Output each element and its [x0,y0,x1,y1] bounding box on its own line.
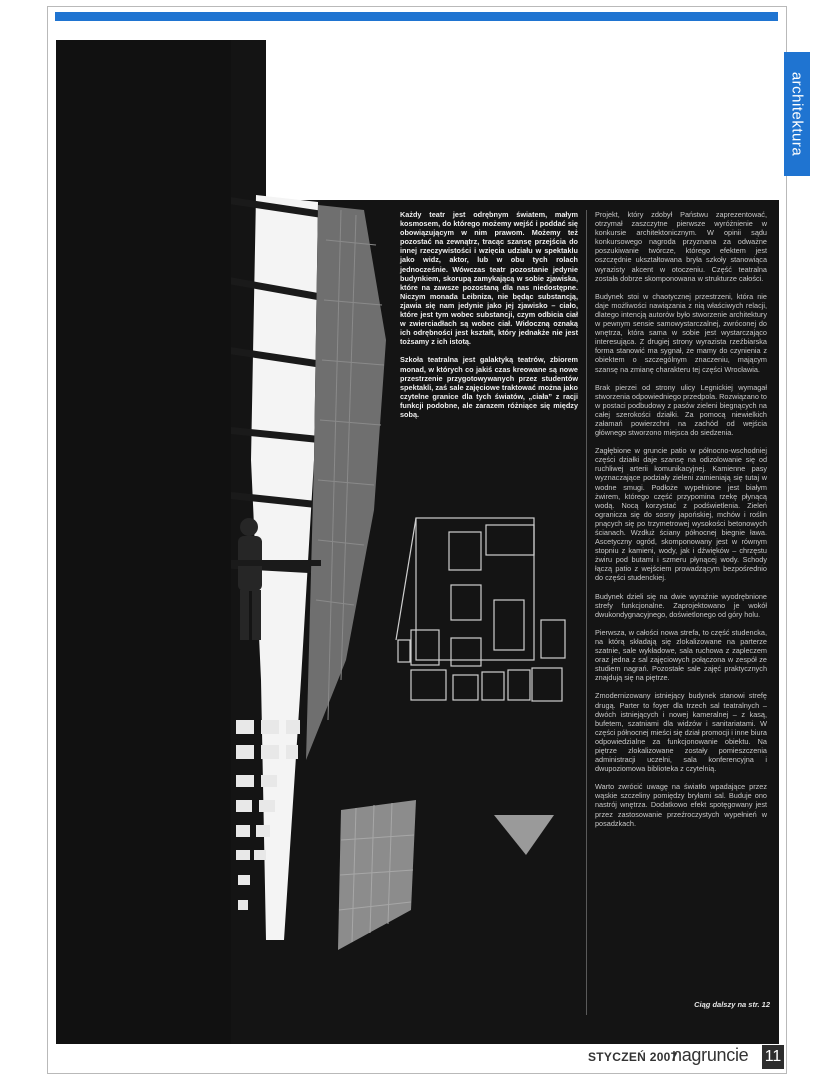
article-paragraph: Szkoła teatralna jest galaktyką teatrów, zbiorem monad, w których co jakiś czas kreowane są nowe przestrzenie przygotowywanych przez studentów spektakli, zaś sale zajęciowe traktować można jako czytelne granice dla tych światów, „ciała” z racji funkcji podobne, ale zarazem różniące się między sobą. [400,355,578,419]
continuation-note: Ciąg dalszy na str. 12 [694,1000,770,1009]
footer-issue-date: STYCZEŃ 2007 [588,1050,678,1064]
footer-page-number: 11 [762,1045,784,1069]
column-divider [586,210,587,1015]
article-paragraph: Brak pierzei od strony ulicy Legnickiej wymagał stworzenia odpowiedniego przedpola. Rozwiązano to w postaci podbudowy z pasów zieleni biegnących na całej szerokości działki. Za pomocą niewielkich załamań powierzchni na zachód od wejścia głównego stworzono miejsca do siedzenia. [595,382,767,438]
article-paragraph: Projekt, który zdobył Państwu zaprezentować, otrzymał zaszczytne pierwsze wyróżnienie w konkursie architektonicznym. W opinii sądu konkursowego nagroda przyznana za odważne poszukiwanie twórcze, którego efektem jest oszczędnie ukształtowana bryła szkoły stanowiąca wyrazisty akcent w otoczeniu. Część teatralna została dobrze skomponowana w strukturze całości. [595,210,767,283]
footer-magazine-name: nagruncie [672,1045,749,1065]
balcony-rail [231,560,321,566]
article-column-left [400,210,578,428]
article-paragraph: Budynek dzieli się na dwie wyraźnie wyodrębnione strefy funkcjonalne. Zaprojektowano je wokół dwukondygnacyjnego, doświetlonego od góry holu. [595,591,767,619]
article-column-right [595,210,767,837]
article-paragraph: Warto zwrócić uwagę na światło wpadające przez wąskie szczeliny pomiędzy bryłami sal. Buduje ono nastrój wnętrza. Dodatkowo efekt spotęgowany jest przez zastosowanie przeźroczystych wypełnień w posadzkach. [595,782,767,828]
article-paragraph: Zmodernizowany istniejący budynek stanowi strefę drugą. Parter to foyer dla trzech sal teatralnych – dwóch istniejących i nowej kameralnej – z kasą, bufetem, szatniami dla widzów i sanitariatami. W części północnej mieści się dział promocji i inne biura odpowiedzialne za funkcjonowanie obiektu. Na piętrze zlokalizowane zostały pomieszczenia administracji uczelni, sala konferencyjna i dwupoziomowa biblioteka z czytelnią. [595,691,767,774]
article-paragraph: Zagłębione w gruncie patio w północno-wschodniej części działki daje szansę na odizolowanie się od ruchliwej arterii komunikacyjnej. Kamienne pasy wyznaczające podziały zieleni zamieniają się tutaj w wodne smugi. Podłoże wypełnione jest białym żwirem, którego część przypomina rzekę płynącą wodą. Nocą korzystać z podświetlenia. Zieleń ogranicza się do sosny japońskiej, mchów i roślin pnących się po trzymetrowej wysokości betonowych ścianach. Wzdłuż ściany północnej biegnie ława. Ascetyczny ogród, skomponowany jest w równym stopniu z kamieni, wody, jak i dźwięków – chrzęstu żwiru pod butami i szmeru płynącej wody. Schody łączą patio z wejściem prowadzącym bezpośrednio do części studenckiej. [595,446,767,583]
top-accent-bar [55,12,778,21]
dark-column [56,40,231,1044]
section-tab [784,52,810,176]
sky-area [266,40,779,200]
article-paragraph: Pierwsza, w całości nowa strefa, to część studencka, na którą składają się zlokalizowane na parterze szatnie, sale wykładowe, sala ruchowa z zapleczem oraz jedna z sal zajęciowych połączona w zespół ze studiem nagrań. Pozostałe sale zajęć praktycznych znajdują się na piętrze. [595,627,767,683]
section-label: architektura [788,71,806,157]
article-paragraph: Budynek stoi w chaotycznej przestrzeni, która nie daje możliwości nawiązania z nią właściwych relacji, dlatego intencją autorów było stworzenie architektury w pewnym sensie samowystarczalnej, zwróconej do wnętrza, która sama w sobie jest wystarczająco interesująca. Z drugiej strony wyrazista rzeźbiarska forma stanowić ma sygnał, że mamy do czynienia z obiektem o szczególnym znaczeniu, mającym szansę na zmianę charakteru tej części Wrocławia. [595,291,767,374]
article-paragraph: Każdy teatr jest odrębnym światem, małym kosmosem, do którego możemy wejść i poddać się obowiązującym w nim prawom. Możemy też pozostać na zewnątrz, tracąc szansę przejścia do innej rzeczywistości i wzięcia udziału w spektaklu jako widz, aktor, lub w obu tych rolach jednocześnie. Wówczas teatr pozostanie jedynie budynkiem, skorupą zamykającą w sobie zjawiska, które na zawsze pozostaną dla nas niedostępne. Niczym monada Leibniza, nie będąc substancją, zjawia się nam jedynie jako jej zjawisko – ciało, które jest tym wobec substancji, czym odbicia ciał w zwierciadłach są wobec ciał. Widoczną oznaką ich odrębności jest kształt, który jednakże nie jest tożsamy z ich istotą. [400,210,578,347]
